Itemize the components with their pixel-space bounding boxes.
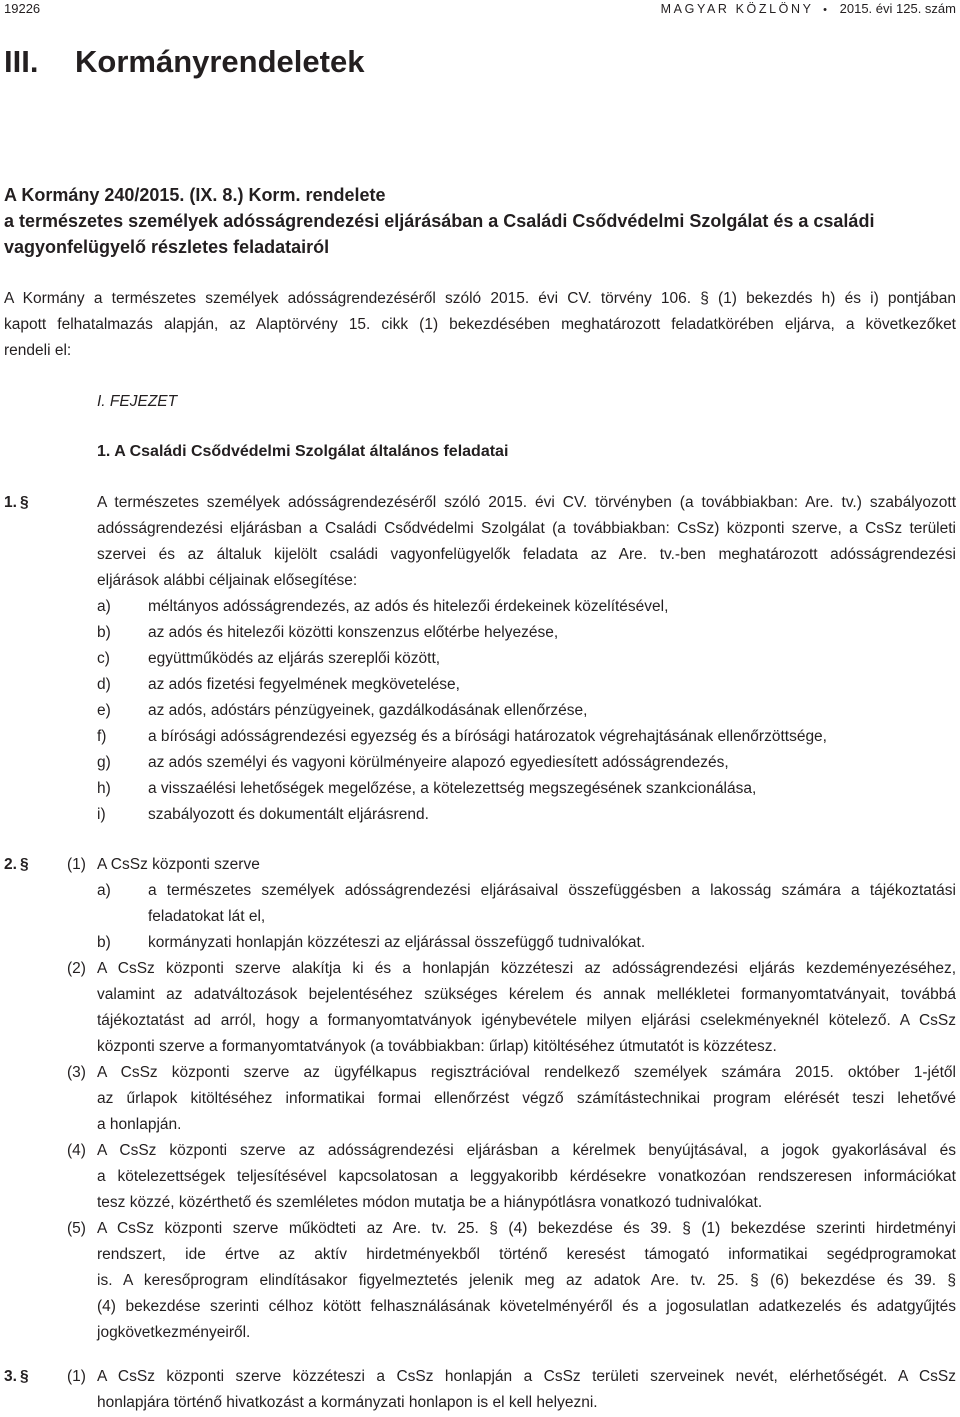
issue-number: 2015. évi 125. szám (839, 1, 956, 16)
list-item-label: e) (97, 702, 111, 719)
list-item-label: b) (97, 934, 111, 951)
list-item (97, 698, 956, 724)
section-body (67, 1364, 956, 1416)
subsection-text-line: központi szerve a formanyomtatványok (a továbbiakban: űrlap) kitöltéséhez útmutatót is közzétesz. (97, 1038, 777, 1055)
subsection-number: (5) (67, 1220, 86, 1237)
list-item-text: az adós fizetési fegyelmének megkövetelése, (148, 676, 460, 693)
list-item-label: g) (97, 754, 111, 771)
list-item-text-line: feladatokat lát el, (148, 908, 266, 925)
subsection-5 (67, 1216, 956, 1346)
list-item (97, 750, 956, 776)
list-item-text: szabályozott és dokumentált eljárásrend. (148, 806, 429, 823)
list-item-label: a) (97, 598, 111, 615)
running-head (661, 0, 956, 19)
list-item-text: együttműködés az eljárás szereplői között, (148, 650, 441, 667)
subsection-text-line: A CsSz központi szerve közzéteszi a CsSz honlapján a CsSz területi szerveinek nevét, elérhetőségét. A CsSz (97, 1368, 956, 1385)
list-item-label: c) (97, 650, 110, 667)
section-3 (0, 1364, 960, 1416)
list-item-text: méltányos adósságrendezés, az adós és hitelezői érdekeinek közelítésével, (148, 598, 669, 615)
list-item (97, 878, 956, 930)
subsection-number: (1) (67, 856, 86, 873)
subsection-1 (67, 852, 956, 956)
preamble (4, 286, 956, 364)
list-item-text: az adós és hitelezői közötti konszenzus előtérbe helyezése, (148, 624, 559, 641)
subsection-text-line: a honlapján. (97, 1116, 182, 1133)
preamble-line: kapott felhatalmazás alapján, az Alaptörvény 15. cikk (1) bekezdésében meghatározott feladatkörében eljárva, a következőket (4, 316, 956, 333)
preamble-line: A Kormány a természetes személyek adósságrendezéséről szóló 2015. évi CV. törvény 106. § (1) bekezdés h) és i) pontjában (4, 290, 956, 307)
decree-title-line: A Kormány 240/2015. (IX. 8.) Korm. rendelete (4, 185, 386, 205)
subsection-text-line: valamint az adatváltozások bejelentéséhez szükséges kérelem és annak mellékletei formanyomtatványait, továbbá (97, 986, 956, 1003)
subsection-number: (4) (67, 1142, 86, 1159)
list-item (97, 672, 956, 698)
list-item-label: a) (97, 882, 111, 899)
list-item-label: h) (97, 780, 111, 797)
subsection-text-line: A CsSz központi szerve az adósságrendezési eljárásban a kérelmek benyújtásával, a jogok gyakorlásával és (97, 1142, 956, 1159)
list-item-text: az adós, adóstárs pénzügyeinek, gazdálkodásának ellenőrzése, (148, 702, 588, 719)
list-item-text: a bírósági adósságrendezési egyezség és a bírósági határozatok végrehajtásának ellenőrzöttsége, (148, 728, 827, 745)
preamble-line: rendeli el: (4, 342, 72, 359)
subsection-text-line: tájékoztatást ad arról, hogy a formanyomtatványok igénybevétele milyen eljárási cselekményeknél kötelező. A CsSz (97, 1012, 956, 1029)
section-number: 3. (4, 1368, 17, 1385)
list-item-text: a visszaélési lehetőségek megelőzése, a kötelezettség megszegésének szankcionálása, (148, 780, 757, 797)
subsection-number: (3) (67, 1064, 86, 1081)
section-sign: § (20, 1368, 29, 1385)
list-item-text-line: kormányzati honlapján közzéteszi az eljárással összefüggő tudnivalókat. (148, 934, 646, 951)
part-title: Kormányrendeletek (75, 44, 365, 79)
list-item (97, 594, 956, 620)
list-item-text (148, 930, 956, 956)
list-item-label: f) (97, 728, 107, 745)
subsection-text-line: (4) bekezdése szerinti célhoz kötött felhasználásának követelményéről és a jogosulatlan adatkezelés és adatgyűjtés (97, 1298, 956, 1315)
list-item (97, 620, 956, 646)
subsection-number: (2) (67, 960, 86, 977)
section-text-line: A természetes személyek adósságrendezéséről szóló 2015. évi CV. törvényben (a továbbiakban: Are. tv.) szabályozott (97, 494, 956, 511)
list-item-label: i) (97, 806, 106, 823)
subsection-number: (1) (67, 1368, 86, 1385)
subsection-text-line: A CsSz központi szerve alakítja ki és a honlapján közzéteszi az adósságrendezési eljárás kezdeményezéséhez, (97, 960, 956, 977)
subsection-2 (67, 956, 956, 1060)
section-1 (0, 490, 960, 828)
page-number: 19226 (4, 1, 41, 16)
list-item (97, 646, 956, 672)
list-item (97, 930, 956, 956)
part-heading (4, 44, 604, 80)
subsection-text-line: A CsSz központi szerve (97, 856, 260, 873)
subsection-text-line: A CsSz központi szerve működteti az Are. tv. 25. § (4) bekezdése és 39. § (1) bekezdése szerinti hirdetményi (97, 1220, 956, 1237)
section-2 (0, 852, 960, 1346)
subsection-text-line: is. A keresőprogram elindításakor figyelmeztetés jelenik meg az adatok Are. tv. 25. § (6) bekezdése és 39. § (97, 1272, 956, 1289)
subsection-text-line: A CsSz központi szerve az ügyfélkapus regisztrációval rendelkező személyek számára 2015. október 1-jétől (97, 1064, 956, 1081)
subsection-text-line: az űrlapok kitöltéséhez informatikai formai ellenőrzést végző számítástechnikai program elérését teszi lehetővé (97, 1090, 956, 1107)
list-item-label: b) (97, 624, 111, 641)
decree-title-line: vagyonfelügyelő részletes feladatairól (4, 237, 330, 257)
subsection-text-line: jogkövetkezményeiről. (97, 1324, 251, 1341)
section-body (67, 852, 956, 1346)
section-sign: § (20, 494, 29, 511)
publication-name: MAGYAR KÖZLÖNY (660, 2, 814, 16)
section-number: 2. (4, 856, 17, 873)
list-item-text (148, 878, 956, 930)
subsection-1 (67, 1364, 956, 1416)
section-body (97, 490, 956, 828)
subsection-text-line: a kötelezettségek teljesítésével kapcsolatosan a leggyakoribb kérdésekre vonatkozóan rendszeresen információkat (97, 1168, 956, 1185)
subsection-text-line: tesz közzé, közérthető és szemléletes módon mutatja be a hiánypótlásra vonatkozó tudnivalókat. (97, 1194, 763, 1211)
list-item (97, 724, 956, 750)
subsection-3 (67, 1060, 956, 1138)
section-number: 1. (4, 494, 17, 511)
section-text-line: eljárások alábbi céljainak elősegítése: (97, 572, 358, 589)
page-header (4, 0, 956, 18)
part-number: III. (4, 44, 39, 79)
chapter-subtitle: 1. A Családi Csődvédelmi Szolgálat általános feladatai (97, 443, 509, 460)
chapter-label: I. FEJEZET (97, 393, 178, 410)
subsection-4 (67, 1138, 956, 1216)
section-text-line: szervei és az általuk kijelölt családi vagyonfelügyelők feladata az Are. tv.-ben meghatározott adósságrendezési (97, 546, 956, 563)
decree-title-line: a természetes személyek adósságrendezési eljárásában a Családi Csődvédelmi Szolgálat és a családi (4, 211, 875, 231)
list-item-text-line: a természetes személyek adósságrendezési eljárásaival összefüggésben a lakosság számára a tájékoztatási (148, 882, 956, 899)
decree-title (4, 182, 956, 260)
list-item-text: az adós személyi és vagyoni körülményeire alapozó egyediesített adósságrendezés, (148, 754, 729, 771)
list-item (97, 776, 956, 802)
list-item (97, 802, 956, 828)
section-text-line: adósságrendezési eljárásban a Családi Csődvédelmi Szolgálat (a továbbiakban: CsSz) központi szerve, a CsSz területi (97, 520, 956, 537)
subsection-text-line: rendszert, ide értve az aktív hirdetményekből történő keresést támogató informatikai segédprogramokat (97, 1246, 956, 1263)
section-sign: § (20, 856, 29, 873)
subsection-text-line: honlapjára történő hivatkozást a kormányzati honlapon is el kell helyezni. (97, 1394, 598, 1411)
list-item-label: d) (97, 676, 111, 693)
bullet-separator: • (823, 4, 828, 16)
